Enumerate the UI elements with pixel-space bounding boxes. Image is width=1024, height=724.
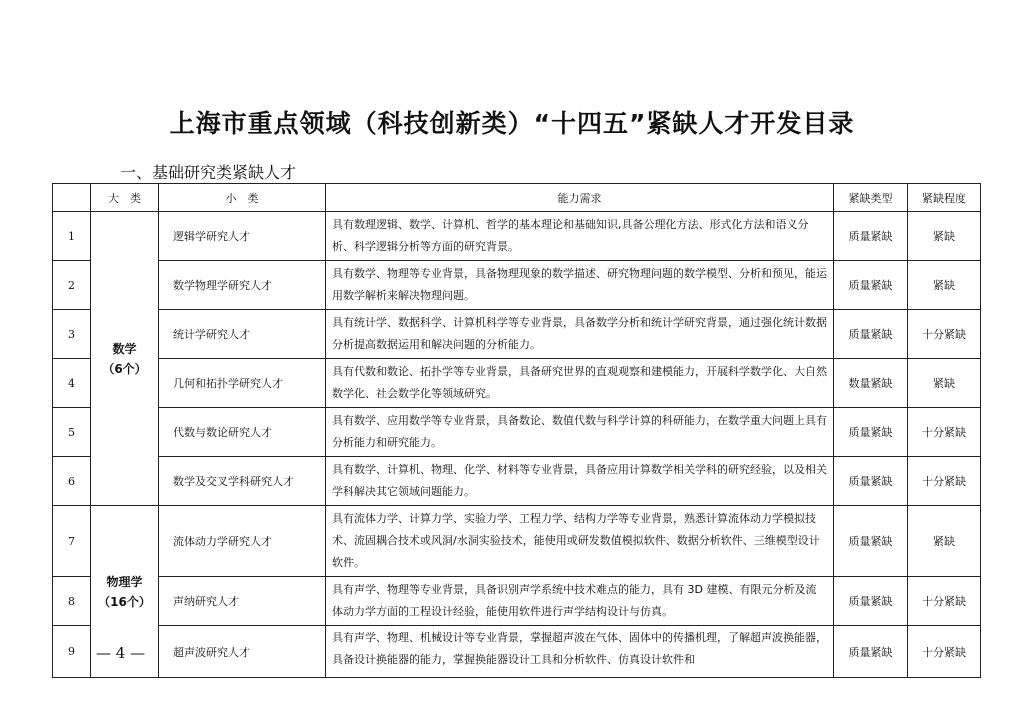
category-name: 数学 [112, 341, 137, 356]
table-row [53, 577, 981, 626]
requirement-cell: 具有统计学、数据科学、计算机科学等专业背景，具备数学分析和统计学研究背景，通过强化统计数据分析提高数据运用和解决问题的分析能力。 [326, 310, 834, 359]
requirement-text: 具有声学、物理、机械设计等专业背景，掌握超声波在气体、固体中的传播机理，了解超声波换能器，具备设计换能器的能力，掌握换能器设计工具和分析软件、仿真设计软件和 [332, 631, 827, 666]
shortage-level-cell: 紧缺 [908, 261, 981, 310]
table-row [53, 506, 981, 577]
requirement-cell: 具有流体力学、计算力学、实验力学、工程力学、结构力学等专业背景，熟悉计算流体动力学模拟技术、流固耦合技术或风洞/水洞实验技术，能使用或研发数值模拟软件、数据分析软件、三维模型设计软件。 [326, 506, 834, 577]
requirement-cell [326, 626, 834, 678]
requirement-cell: 具有数学、应用数学等专业背景，具备数论、数值代数与科学计算的科研能力，在数学重大问题上具有分析能力和研究能力。 [326, 408, 834, 457]
page-number: — 4 — [96, 644, 146, 662]
requirement-cell: 具有数理逻辑、数学、计算机、哲学的基本理论和基础知识,具备公理化方法、形式化方法和语义分析、科学逻辑分析等方面的研究背景。 [326, 212, 834, 261]
table-row [53, 457, 981, 506]
subcategory-cell: 统计学研究人才 [159, 310, 326, 359]
table-row [53, 261, 981, 310]
shortage-type-cell: 质量紧缺 [834, 457, 908, 506]
row-number: 8 [53, 577, 91, 626]
header-cell-shortage-type: 紧缺类型 [834, 184, 908, 212]
subcategory-cell: 逻辑学研究人才 [159, 212, 326, 261]
row-number: 4 [53, 359, 91, 408]
shortage-level-cell: 十分紧缺 [908, 626, 981, 678]
shortage-level-cell: 紧缺 [908, 212, 981, 261]
shortage-type-cell: 质量紧缺 [834, 408, 908, 457]
page-title: 上海市重点领域（科技创新类）“十四五”紧缺人才开发目录 [169, 109, 855, 138]
talent-table [52, 183, 981, 678]
subcategory-cell: 几何和拓扑学研究人才 [159, 359, 326, 408]
table-row [53, 408, 981, 457]
row-number: 5 [53, 408, 91, 457]
category-count: （16个） [98, 594, 151, 609]
section-heading: 一、基础研究类紧缺人才 [120, 163, 297, 182]
row-number: 7 [53, 506, 91, 577]
table-row [53, 626, 981, 678]
subcategory-cell: 声纳研究人才 [159, 577, 326, 626]
shortage-type-cell: 质量紧缺 [834, 626, 908, 678]
requirement-cell: 具有数学、计算机、物理、化学、材料等专业背景，具备应用计算数学相关学科的研究经验，以及相关学科解决其它领域问题能力。 [326, 457, 834, 506]
requirement-cell: 具有数学、物理等专业背景，具备物理现象的数学描述、研究物理问题的数学模型、分析和预见，能运用数学解析来解决物理问题。 [326, 261, 834, 310]
row-number: 9 [53, 626, 91, 678]
table-row [53, 359, 981, 408]
shortage-level-cell: 十分紧缺 [908, 457, 981, 506]
subcategory-cell: 超声波研究人才 [159, 626, 326, 678]
category-count: （6个） [102, 361, 147, 376]
subcategory-cell: 代数与数论研究人才 [159, 408, 326, 457]
table-row [53, 212, 981, 261]
subcategory-cell: 数学及交叉学科研究人才 [159, 457, 326, 506]
subcategory-cell: 数学物理学研究人才 [159, 261, 326, 310]
requirement-cell: 具有声学、物理等专业背景，具备识别声学系统中技术难点的能力，具有 3D 建模、有限元分析及流体动力学方面的工程设计经验，能使用软件进行声学结构设计与仿真。 [326, 577, 834, 626]
shortage-type-cell: 质量紧缺 [834, 310, 908, 359]
shortage-level-cell: 十分紧缺 [908, 577, 981, 626]
header-cell-subcategory: 小 类 [159, 184, 326, 212]
table-row [53, 310, 981, 359]
shortage-level-cell: 十分紧缺 [908, 408, 981, 457]
row-number: 1 [53, 212, 91, 261]
shortage-level-cell: 十分紧缺 [908, 310, 981, 359]
subcategory-cell: 流体动力学研究人才 [159, 506, 326, 577]
header-cell-shortage-level: 紧缺程度 [908, 184, 981, 212]
shortage-level-cell: 紧缺 [908, 359, 981, 408]
requirement-cell: 具有代数和数论、拓扑学等专业背景，具备研究世界的直观观察和建模能力，开展科学数学化、大自然数学化、社会数学化等领域研究。 [326, 359, 834, 408]
row-number: 6 [53, 457, 91, 506]
category-cell [91, 212, 159, 506]
shortage-level-cell: 紧缺 [908, 506, 981, 577]
shortage-type-cell: 质量紧缺 [834, 577, 908, 626]
shortage-type-cell: 数量紧缺 [834, 359, 908, 408]
header-cell-index [53, 184, 91, 212]
header-cell-category: 大 类 [91, 184, 159, 212]
shortage-type-cell: 质量紧缺 [834, 506, 908, 577]
shortage-type-cell: 质量紧缺 [834, 212, 908, 261]
category-name: 物理学 [106, 574, 143, 589]
row-number: 2 [53, 261, 91, 310]
row-number: 3 [53, 310, 91, 359]
header-row [53, 184, 981, 212]
shortage-type-cell: 质量紧缺 [834, 261, 908, 310]
header-cell-requirement: 能力需求 [326, 184, 834, 212]
